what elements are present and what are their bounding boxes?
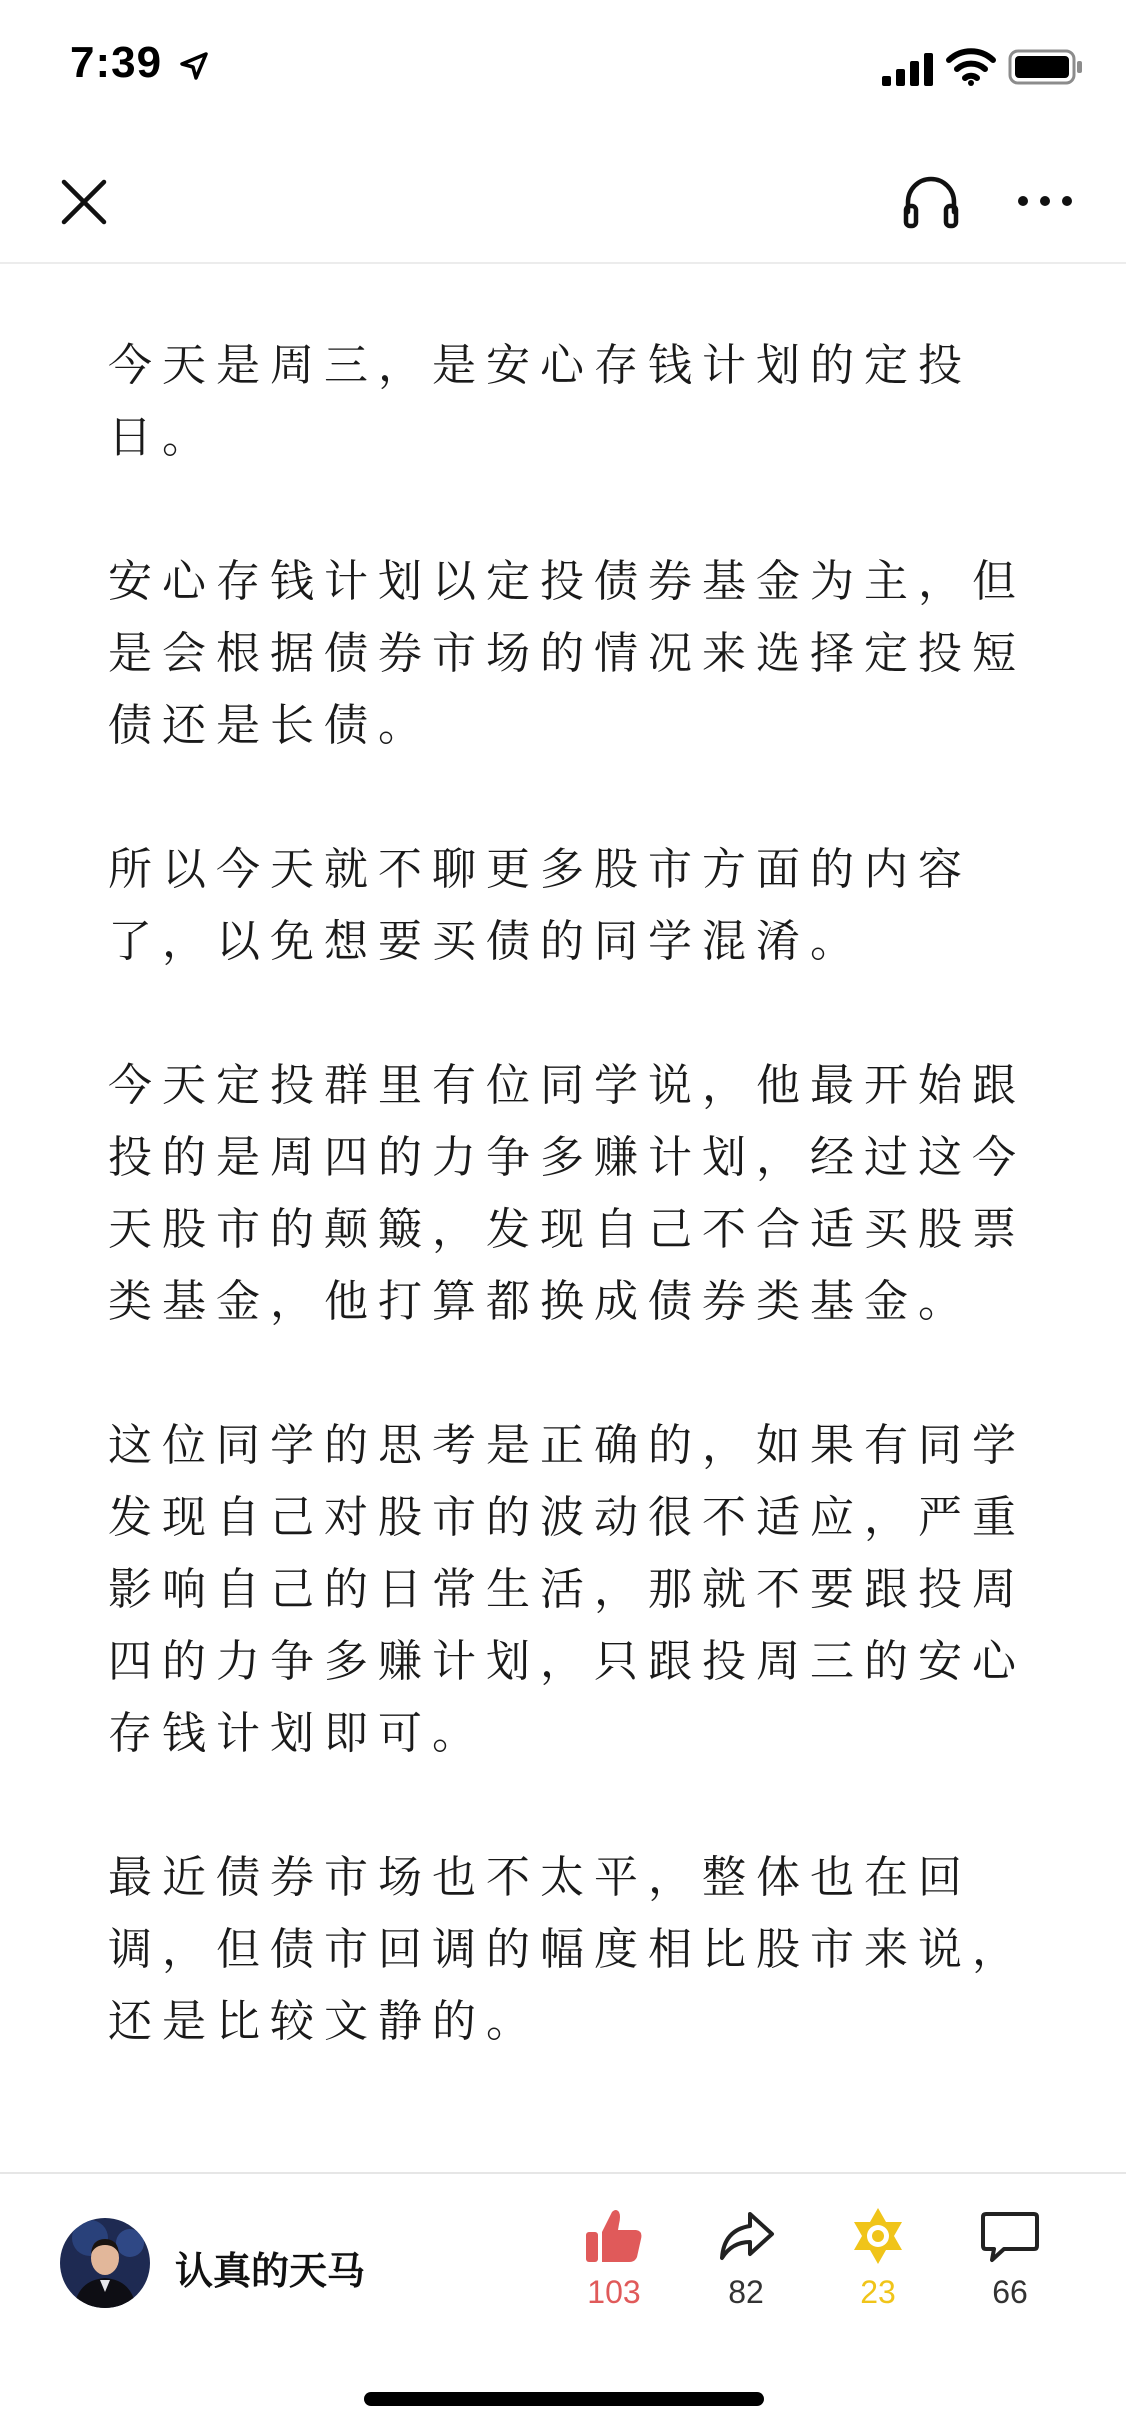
wifi-icon xyxy=(946,48,996,86)
comment-button[interactable] xyxy=(950,2204,1070,2334)
status-bar xyxy=(0,0,1126,140)
article-paragraph: 今天定投群里有位同学说，他最开始跟投的是周四的力争多赚计划，经过这今天股市的颠簸，发现自己不合适买股票类基金，他打算都换成债券类基金。 xyxy=(108,1060,1026,1327)
comment-count: 66 xyxy=(992,2274,1028,2310)
headphone-icon[interactable] xyxy=(898,168,964,234)
article-paragraph: 今天是周三，是安心存钱计划的定投日。 xyxy=(108,340,972,463)
coin-count: 23 xyxy=(860,2274,896,2310)
article-paragraph: 所以今天就不聊更多股市方面的内容了，以免想要买债的同学混淆。 xyxy=(108,844,972,967)
home-indicator[interactable] xyxy=(364,2392,764,2406)
battery-icon xyxy=(1008,48,1084,86)
close-icon[interactable] xyxy=(52,170,116,234)
nav-bar xyxy=(0,140,1126,264)
coin-button[interactable] xyxy=(818,2204,938,2334)
article-paragraph: 这位同学的思考是正确的，如果有同学发现自己对股市的波动很不适应，严重影响自己的日常生活，那就不要跟投周四的力争多赚计划，只跟投周三的安心存钱计划即可。 xyxy=(108,1420,1026,1759)
author-avatar[interactable] xyxy=(60,2218,150,2308)
share-count: 82 xyxy=(728,2274,764,2310)
comment-bubble-icon xyxy=(978,2204,1042,2268)
coin-star-icon xyxy=(846,2204,910,2268)
article-paragraph: 安心存钱计划以定投债券基金为主，但是会根据债券市场的情况来选择定投短债还是长债。 xyxy=(108,556,1026,751)
cellular-signal-icon xyxy=(880,52,936,86)
thumbs-up-icon xyxy=(582,2204,646,2268)
location-arrow-icon xyxy=(178,50,210,82)
status-time: 7:39 xyxy=(70,38,163,87)
like-count: 103 xyxy=(587,2274,641,2310)
article-body xyxy=(108,330,1028,2130)
share-button[interactable] xyxy=(686,2204,806,2334)
author-name[interactable]: 认真的天马 xyxy=(175,2249,366,2293)
share-arrow-icon xyxy=(714,2204,778,2268)
like-button[interactable] xyxy=(554,2204,674,2334)
more-dots-icon[interactable] xyxy=(1014,178,1076,224)
article-paragraph: 最近债券市场也不太平，整体也在回调，但债市回调的幅度相比股市来说，还是比较文静的。 xyxy=(108,1852,1026,2047)
